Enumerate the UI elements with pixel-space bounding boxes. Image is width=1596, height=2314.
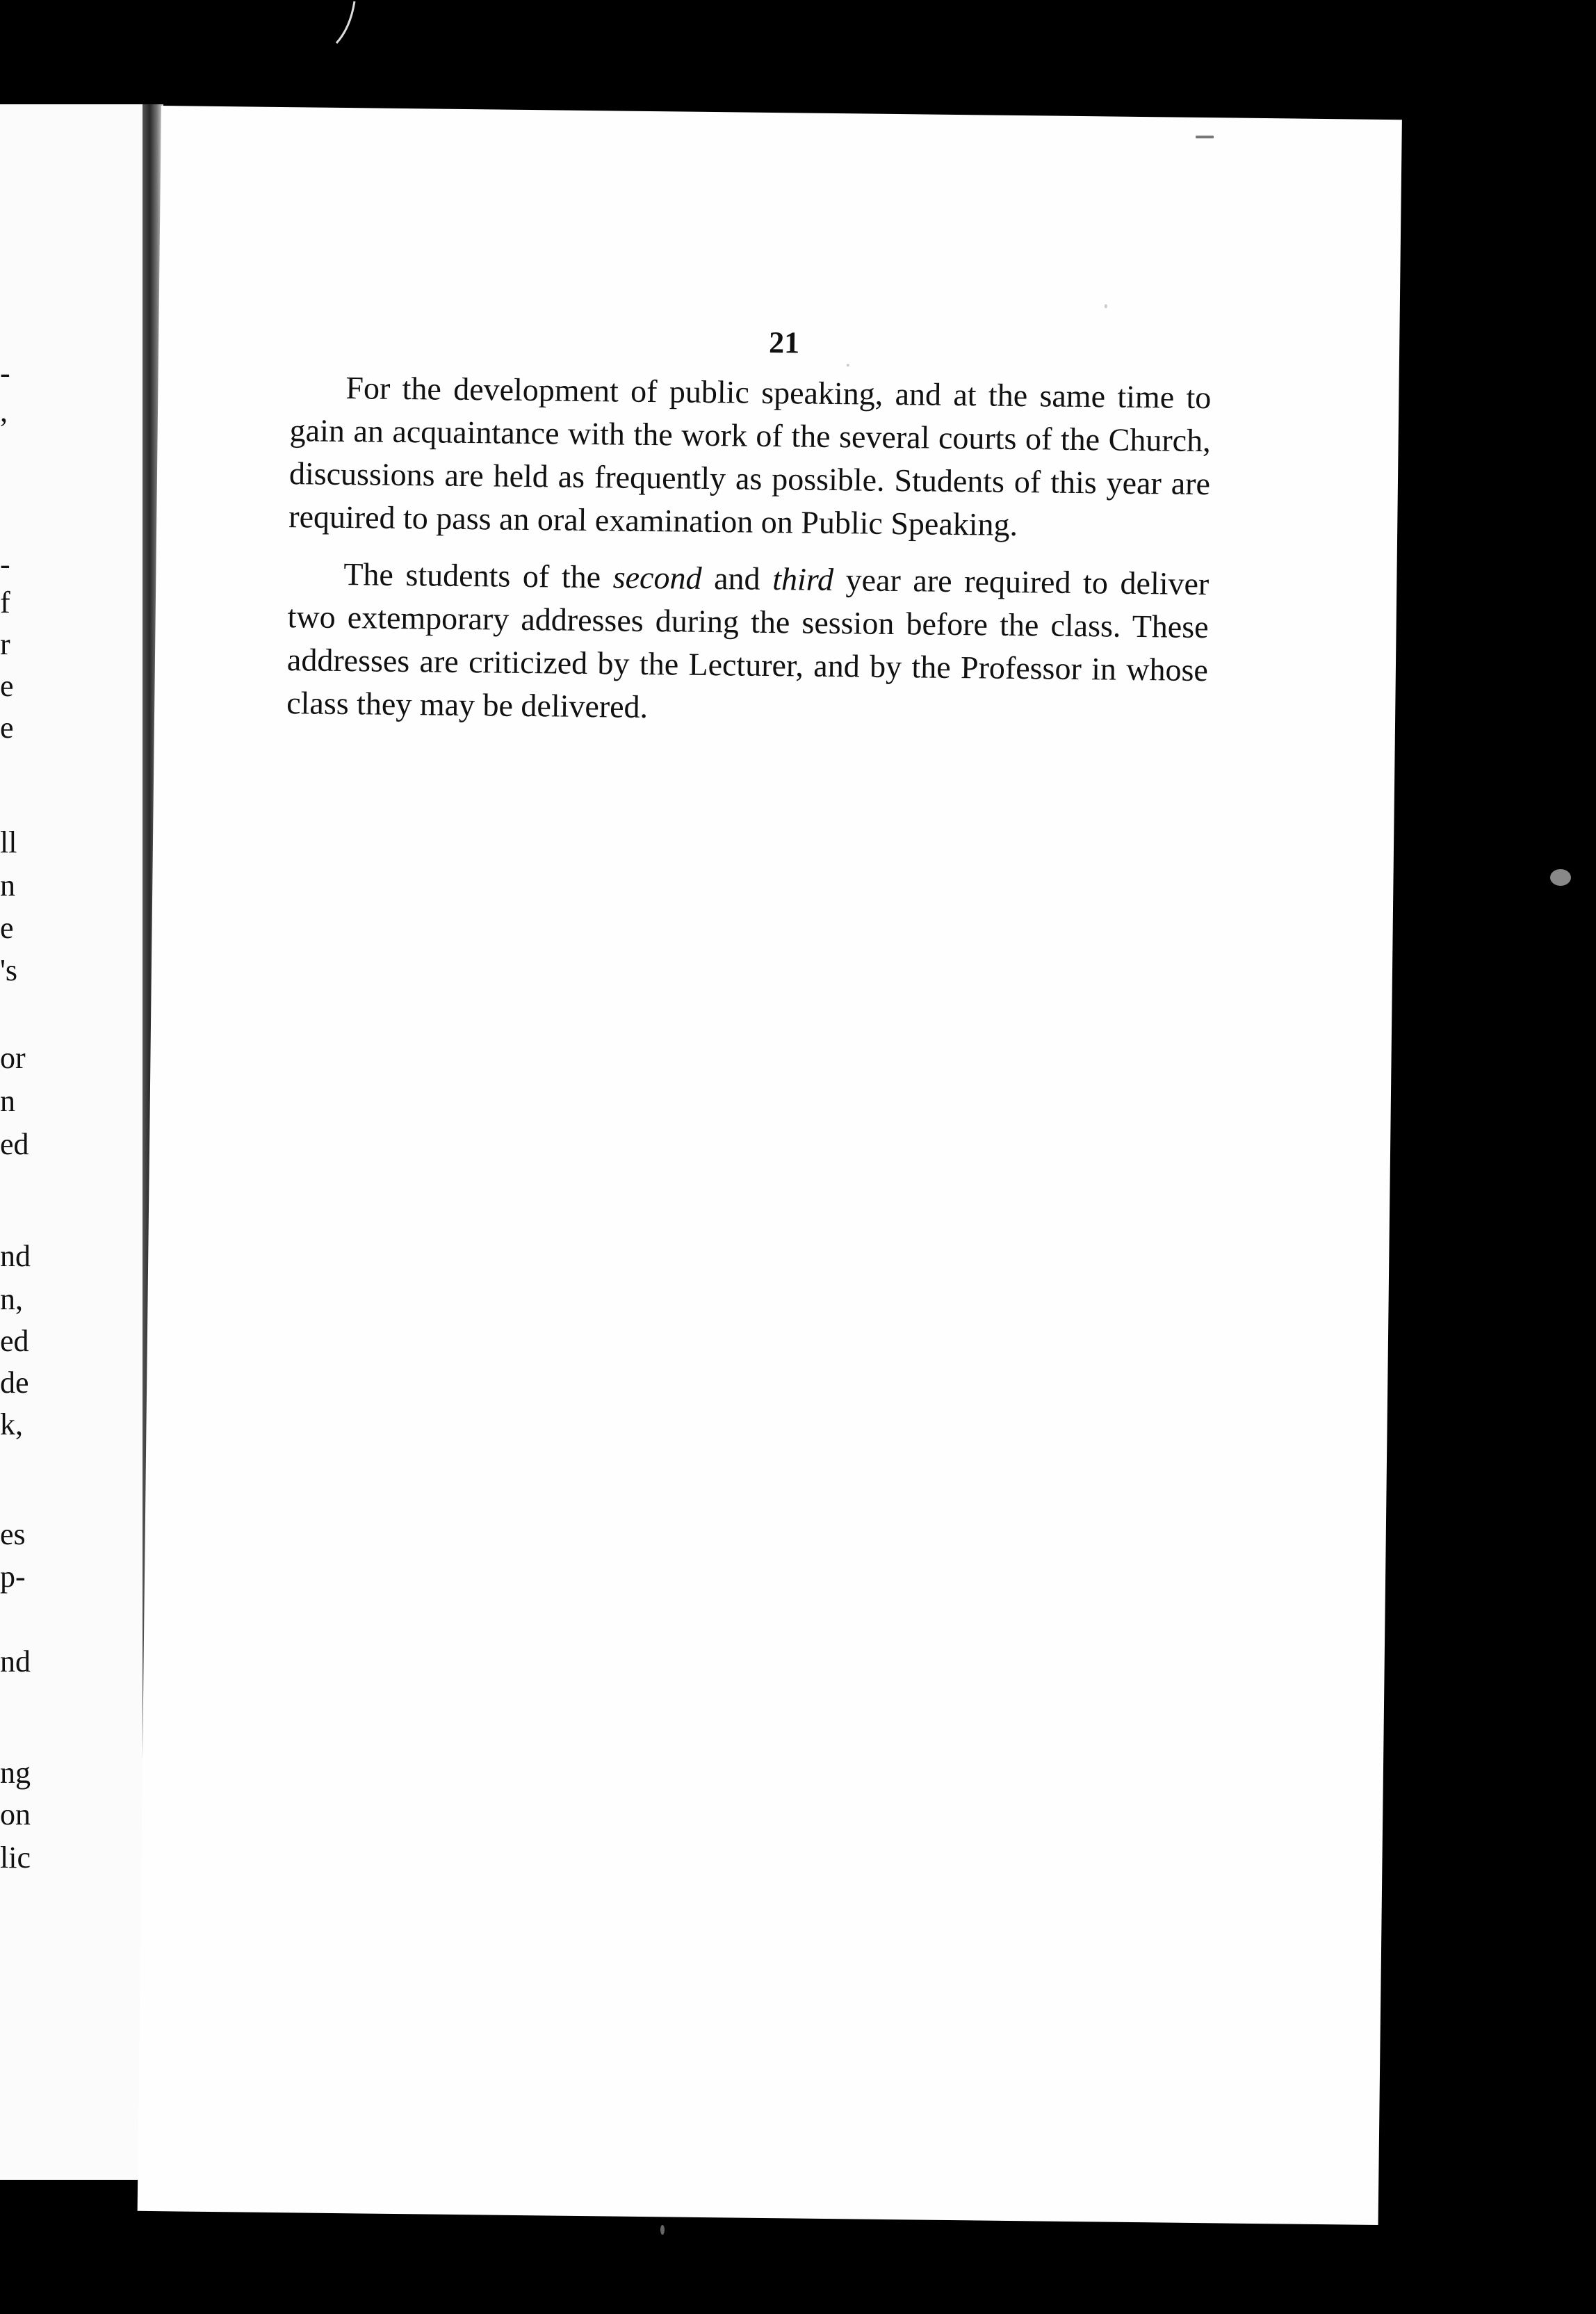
left-fragment: ll	[0, 825, 17, 859]
background-speck	[1550, 869, 1571, 886]
paragraph-text: year are required to deliver two extemporary addresses during the session before the class. These addresses are criticized by the Lecturer, and by the Professor in whose class they may be delivered.	[286, 562, 1210, 725]
paragraph-text: The students of the	[343, 556, 614, 595]
left-fragment: on	[0, 1797, 31, 1831]
paragraph	[288, 366, 1212, 549]
left-fragment: nd	[0, 1644, 31, 1678]
background-speck	[1196, 136, 1214, 138]
paper-speck	[847, 364, 849, 366]
document-page	[138, 106, 1402, 2225]
previous-page-fragment	[0, 104, 142, 2180]
left-fragment: p-	[0, 1560, 26, 1594]
pen-mark	[334, 0, 361, 49]
left-fragment: nd	[0, 1239, 31, 1273]
left-fragment: lic	[0, 1840, 31, 1875]
left-fragment: ed	[0, 1324, 29, 1358]
left-fragment: r	[0, 627, 10, 661]
left-fragment: -	[0, 547, 10, 581]
emphasis-third: third	[772, 561, 834, 598]
paragraph-text: and	[701, 560, 773, 597]
paragraph-text: For the development of public speaking, and at the same time to gain an acquaintance with the work of the several courts of the Church, discussions are held as frequently as possible. Students of this year are required to pass an oral examination on Public Speaking.	[288, 370, 1212, 543]
left-fragment: ng	[0, 1756, 31, 1790]
left-fragment: e	[0, 669, 14, 703]
left-fragment: es	[0, 1517, 26, 1551]
paper-speck	[1105, 304, 1107, 308]
left-fragment: k,	[0, 1407, 23, 1441]
left-fragment: de	[0, 1366, 29, 1400]
left-fragment: n	[0, 1084, 15, 1118]
background-speck	[660, 2225, 665, 2235]
paragraph	[286, 552, 1210, 735]
body-text	[286, 366, 1212, 749]
left-fragment: -	[0, 356, 10, 390]
page-number: 21	[768, 325, 800, 360]
left-fragment: n	[0, 868, 15, 903]
left-fragment: or	[0, 1041, 26, 1075]
left-fragment: ed	[0, 1127, 29, 1161]
left-fragment: 's	[0, 953, 18, 987]
left-fragment: e	[0, 711, 14, 745]
left-fragment: ,	[0, 394, 8, 428]
left-fragment: n,	[0, 1282, 23, 1316]
left-fragment: e	[0, 911, 14, 945]
emphasis-second: second	[612, 559, 702, 596]
left-fragment: f	[0, 585, 10, 620]
